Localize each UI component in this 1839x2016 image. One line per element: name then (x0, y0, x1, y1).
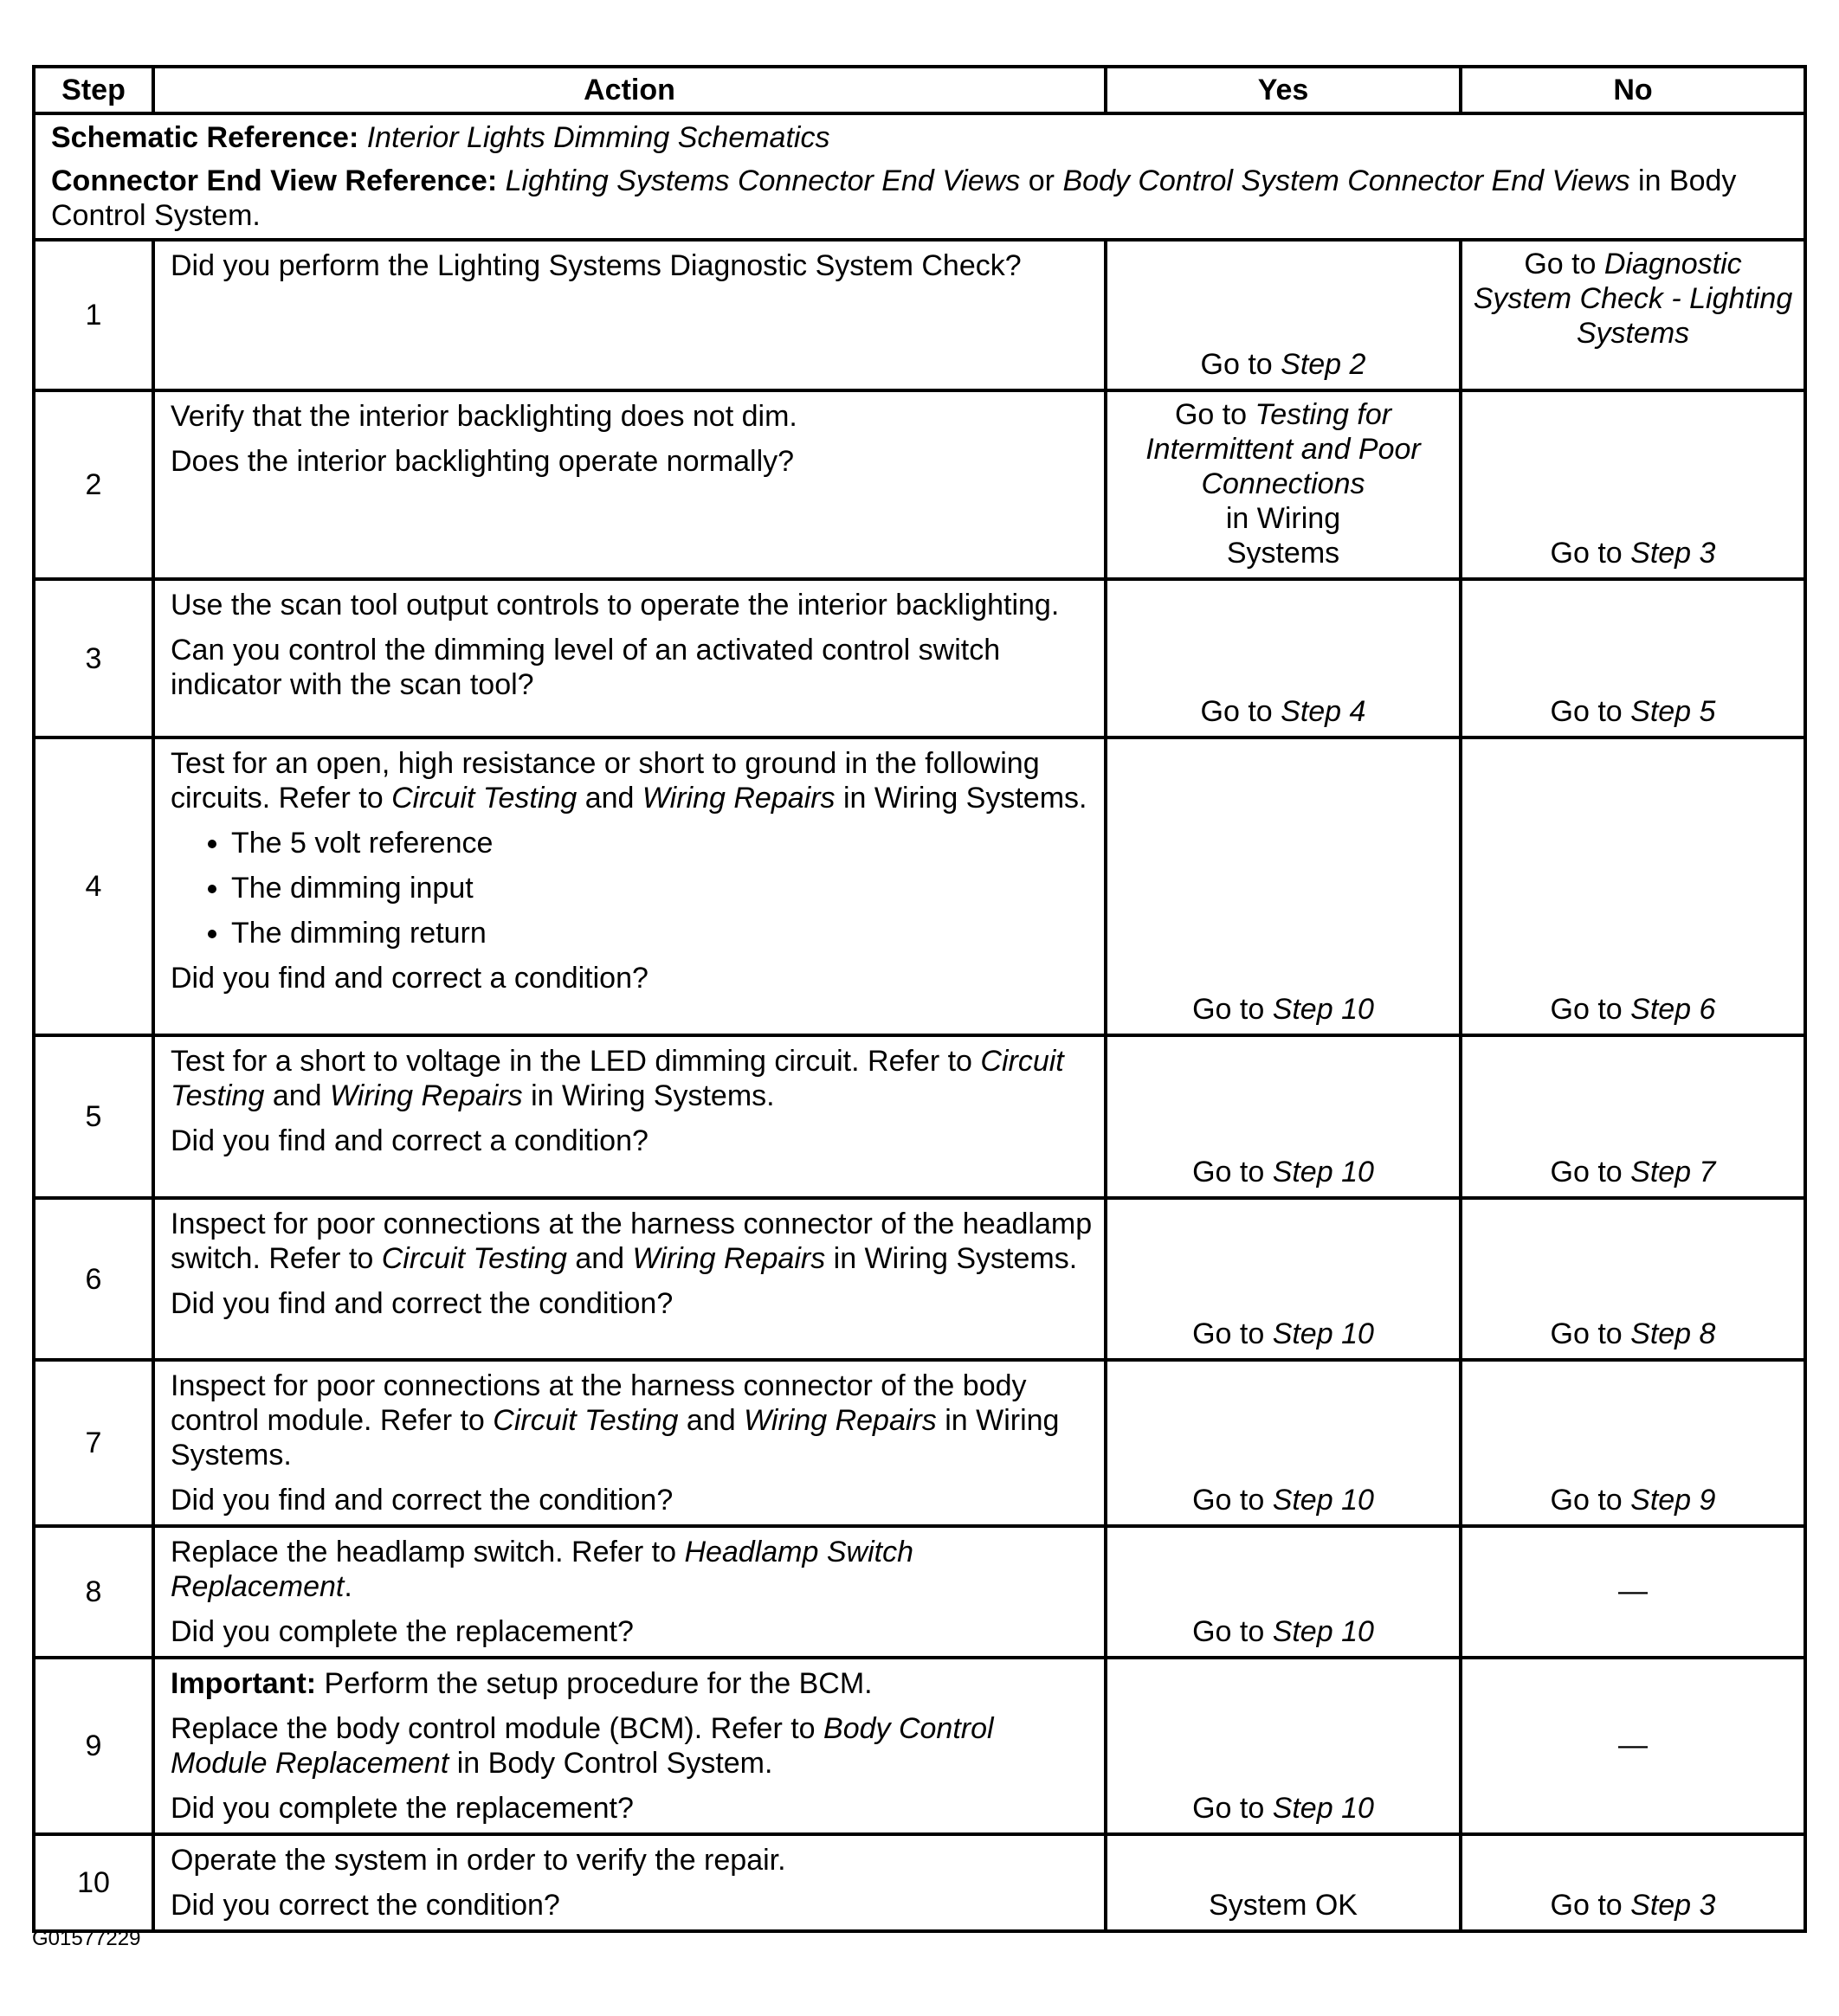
yes-cell (1106, 579, 1461, 737)
list-item: • The dimming return (231, 916, 1094, 950)
schematic-reference (51, 120, 1788, 155)
important-label: Important: (171, 1667, 317, 1700)
action-instruction: Use the scan tool output controls to operate the interior backlighting. (171, 589, 1060, 622)
no-cell (1461, 1198, 1805, 1360)
connector-reference-or: or (1020, 164, 1063, 197)
important-text: Perform the setup procedure for the BCM. (316, 1667, 873, 1700)
yes-cell (1106, 1360, 1461, 1526)
yes-cell (1106, 1658, 1461, 1834)
no-cell (1461, 737, 1805, 1035)
list-item: • The dimming input (231, 871, 1094, 905)
instruction-end: . (344, 1570, 352, 1603)
action-cell (153, 1198, 1106, 1360)
table-row (34, 1658, 1805, 1834)
no-cell (1461, 1035, 1805, 1198)
instruction-tail: in Body Control System. (448, 1747, 773, 1780)
instruction-text: Replace the body control module (BCM). Refer to (171, 1712, 824, 1745)
step-number: 5 (34, 1035, 153, 1198)
action-instruction (171, 1369, 1094, 1472)
circuit-testing-link: Circuit Testing (381, 1242, 567, 1275)
yes-cell (1106, 1198, 1461, 1360)
step-link: Step 7 (1630, 1156, 1716, 1188)
action-cell (153, 240, 1106, 390)
table-row (34, 579, 1805, 737)
action-question: Can you control the dimming level of an activated control switch indicator with the scan tool? (171, 634, 1001, 701)
step-number: 1 (34, 240, 153, 390)
action-question: Did you perform the Lighting Systems Diagnostic System Check? (171, 249, 1022, 282)
dash: — (1618, 1575, 1648, 1607)
step-number: 3 (34, 579, 153, 737)
yes-cell: System OK (1106, 1834, 1461, 1931)
go-to-text: Go to (1174, 398, 1255, 431)
table-row (34, 1035, 1805, 1198)
header-step: Step (34, 67, 153, 113)
go-to-text: Go to (1192, 1484, 1273, 1517)
circuit-testing-link: Circuit Testing (493, 1404, 679, 1437)
step-number: 8 (34, 1526, 153, 1658)
table-row (34, 1834, 1805, 1931)
step-link: Step 3 (1630, 1889, 1716, 1922)
connector-reference-link-2: Body Control System Connector End Views (1062, 164, 1630, 197)
step-link: Step 10 (1272, 1792, 1374, 1825)
wiring-repairs-link: Wiring Repairs (632, 1242, 826, 1275)
step-link: Step 10 (1272, 1484, 1374, 1517)
action-question: Does the interior backlighting operate normally? (171, 445, 795, 478)
yes-cell (1106, 737, 1461, 1035)
step-link: Step 10 (1272, 1615, 1374, 1648)
step-number: 4 (34, 737, 153, 1035)
important-note (171, 1666, 1094, 1701)
no-cell (1461, 1360, 1805, 1526)
no-cell (1461, 240, 1805, 390)
yes-cell (1106, 1526, 1461, 1658)
no-cell (1461, 579, 1805, 737)
go-to-text: Go to (1192, 1792, 1273, 1825)
step-number: 9 (34, 1658, 153, 1834)
action-question: Did you complete the replacement? (171, 1792, 634, 1825)
wiring-repairs-link: Wiring Repairs (744, 1404, 937, 1437)
figure-id: G01577229 (32, 1927, 141, 1950)
header-action: Action (153, 67, 1106, 113)
table-row (34, 1198, 1805, 1360)
action-question: Did you correct the condition? (171, 1889, 560, 1922)
go-to-text: Go to (1550, 537, 1631, 570)
in-wiring-text: in Wiring Systems. (835, 782, 1087, 815)
step-number: 2 (34, 390, 153, 579)
headlamp-switch-replacement-link: Headlamp Switch Replacement (171, 1536, 913, 1603)
connector-reference-label: Connector End View Reference: (51, 164, 498, 197)
table-row (34, 1526, 1805, 1658)
action-cell (153, 1360, 1106, 1526)
step-link: Step 10 (1272, 1317, 1374, 1350)
wiring-repairs-link: Wiring Repairs (642, 782, 836, 815)
go-to-text: Go to (1192, 1317, 1273, 1350)
go-to-text: Go to (1524, 248, 1604, 280)
bcm-replacement-link: Body Control Module Replacement (171, 1712, 994, 1780)
instruction-tail: in Wiring Systems. (522, 1079, 775, 1112)
no-cell (1461, 1658, 1805, 1834)
action-instruction (171, 1711, 1094, 1781)
go-to-text: Go to (1550, 695, 1631, 728)
no-cell (1461, 1834, 1805, 1931)
schematic-reference-link: Interior Lights Dimming Schematics (366, 121, 830, 154)
no-cell (1461, 1526, 1805, 1658)
action-question: Did you find and correct a condition? (171, 1124, 648, 1157)
step-link: Step 9 (1630, 1484, 1716, 1517)
action-instruction (171, 1044, 1094, 1113)
reference-cell (34, 113, 1805, 240)
instruction-text: Replace the headlamp switch. Refer to (171, 1536, 685, 1568)
schematic-reference-label: Schematic Reference: (51, 121, 359, 154)
go-to-text: Go to (1200, 348, 1281, 381)
circuit-testing-link: Circuit Testing (391, 782, 578, 815)
action-instruction: Operate the system in order to verify the repair. (171, 1844, 786, 1877)
action-question: Did you complete the replacement? (171, 1615, 634, 1648)
step-number: 7 (34, 1360, 153, 1526)
connector-reference-tail: in Body Control System. (51, 164, 1737, 232)
go-to-text: Go to (1550, 993, 1631, 1026)
step-link: Step 10 (1272, 993, 1374, 1026)
action-question: Did you find and correct the condition? (171, 1287, 674, 1320)
circuit-list (171, 826, 1094, 950)
action-instruction (171, 1207, 1094, 1276)
and-text: and (566, 1242, 633, 1275)
reference-row (34, 113, 1805, 240)
wiring-repairs-link: Wiring Repairs (330, 1079, 523, 1112)
step-link: Step 6 (1630, 993, 1716, 1026)
step-link: Step 8 (1630, 1317, 1716, 1350)
testing-intermittent-link: Testing for Intermittent and Poor Connections (1145, 398, 1421, 500)
step-number: 10 (34, 1834, 153, 1931)
action-instruction (171, 746, 1094, 815)
action-cell (153, 579, 1106, 737)
go-to-text: Go to (1192, 1156, 1273, 1188)
list-item: • The 5 volt reference (231, 826, 1094, 860)
table-row (34, 1360, 1805, 1526)
in-wiring-text: in Wiring Systems. (825, 1242, 1078, 1275)
instruction-text: Test for a short to voltage in the LED dimming circuit. Refer to (171, 1045, 981, 1078)
step-link: Step 5 (1630, 695, 1716, 728)
action-cell (153, 1658, 1106, 1834)
table-row (34, 737, 1805, 1035)
no-cell (1461, 390, 1805, 579)
circuit-testing-link: Circuit Testing (171, 1045, 1064, 1112)
action-cell (153, 1526, 1106, 1658)
and-text: and (577, 782, 642, 815)
instruction-text: Inspect for poor connections at the harness connector of the headlamp switch. Refer to (171, 1208, 1093, 1275)
action-instruction: Verify that the interior backlighting does not dim. (171, 400, 797, 433)
instruction-text: Test for an open, high resistance or short to ground in the following circuits. Refer to (171, 747, 1040, 815)
connector-reference-link-1: Lighting Systems Connector End Views (505, 164, 1021, 197)
dash: — (1618, 1729, 1648, 1762)
go-to-text: Go to (1192, 993, 1273, 1026)
go-to-text: Go to (1550, 1317, 1631, 1350)
in-wiring-text: in Wiring Systems. (171, 1404, 1060, 1472)
yes-cell (1106, 240, 1461, 390)
action-question: Did you find and correct the condition? (171, 1484, 674, 1517)
step-link: Step 3 (1630, 537, 1716, 570)
go-to-text: Go to (1200, 695, 1281, 728)
connector-reference (51, 164, 1788, 233)
diagnostic-system-check-link: Diagnostic System Check - Lighting Systems (1473, 248, 1793, 350)
action-cell (153, 737, 1106, 1035)
action-cell (153, 1834, 1106, 1931)
action-cell (153, 1035, 1106, 1198)
go-to-text: Go to (1192, 1615, 1273, 1648)
instruction-text: Inspect for poor connections at the harness connector of the body control module. Refer to (171, 1369, 1027, 1437)
step-link: Step 2 (1281, 348, 1366, 381)
diagnostic-table (32, 65, 1807, 1933)
yes-tail-1: in Wiring (1225, 502, 1341, 535)
and-text: and (264, 1079, 330, 1112)
action-question: Did you find and correct a condition? (171, 962, 648, 995)
go-to-text: Go to (1550, 1484, 1631, 1517)
table-row (34, 390, 1805, 579)
go-to-text: Go to (1550, 1156, 1631, 1188)
yes-cell (1106, 390, 1461, 579)
header-no: No (1461, 67, 1805, 113)
action-instruction (171, 1535, 1094, 1604)
action-cell (153, 390, 1106, 579)
and-text: and (678, 1404, 745, 1437)
step-link: Step 4 (1281, 695, 1366, 728)
step-number: 6 (34, 1198, 153, 1360)
go-to-text: Go to (1550, 1889, 1631, 1922)
step-link: Step 10 (1272, 1156, 1374, 1188)
yes-tail-2: Systems (1226, 537, 1340, 570)
header-yes: Yes (1106, 67, 1461, 113)
table-row (34, 240, 1805, 390)
yes-cell (1106, 1035, 1461, 1198)
header-row (34, 67, 1805, 113)
